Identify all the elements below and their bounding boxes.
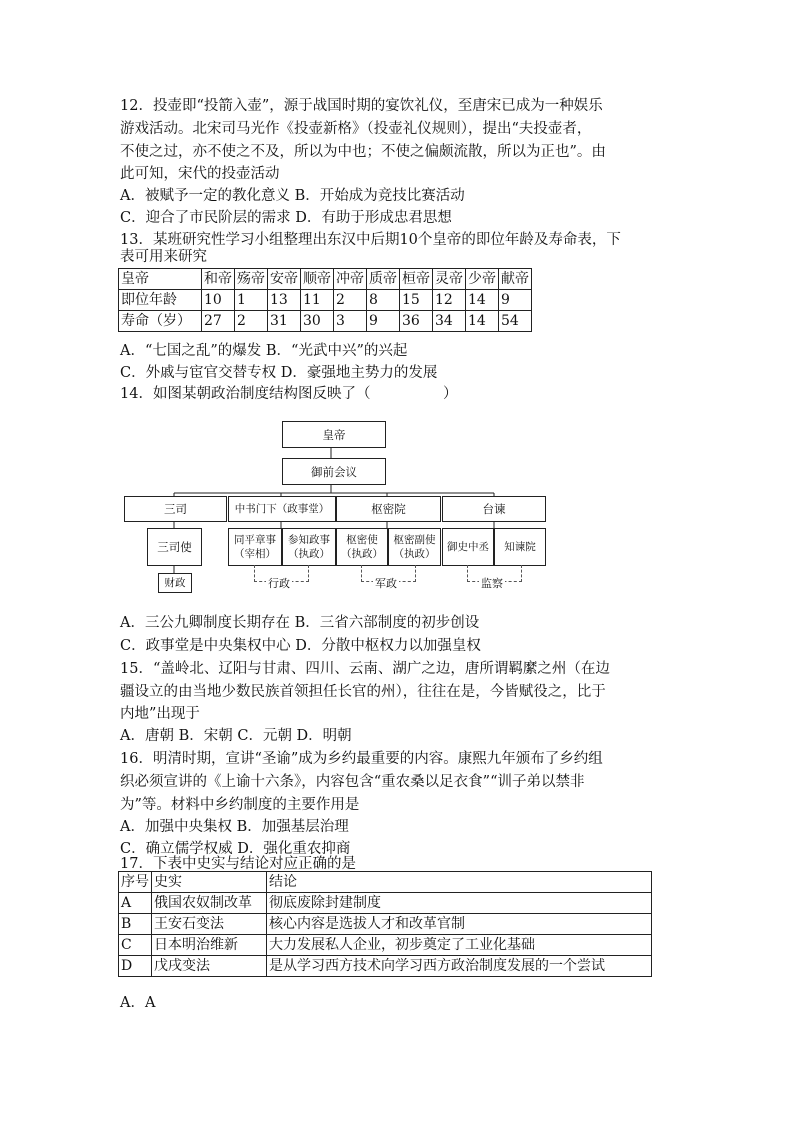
table-cell: 9: [367, 311, 400, 332]
q13-options-ab: A．“七国之乱”的爆发 B．“光武中兴”的兴起: [120, 343, 408, 359]
box-line: （宰相）: [234, 548, 276, 560]
table-cell: D: [119, 956, 152, 977]
q16-line-3: 为”等。材料中乡约制度的主要作用是: [120, 797, 360, 813]
table-cell: 31: [268, 311, 301, 332]
table-cell: 11: [301, 290, 334, 311]
table-cell: 34: [433, 311, 466, 332]
military-label: 军政: [375, 577, 397, 590]
q16-line-1: 16．明清时期，宣讲“圣谕”成为乡约最重要的内容。康熙九年颁布了乡约组: [120, 751, 603, 767]
q13-line-2: 表可用来研究: [120, 249, 207, 265]
table-cell: 冲帝: [334, 269, 367, 290]
q12-line-3: 不使之过，亦不使之不及，所以为中也；不使之偏颇流散，所以为正也”。由: [120, 144, 606, 160]
q15-line-1: 15．“盖岭北、辽阳与甘肃、四川、云南、湖广之边，唐所谓羁縻之州（在边: [120, 661, 610, 677]
sansishi-box: 三司使: [147, 528, 202, 566]
q17-line-1: 17．下表中史实与结论对应正确的是: [120, 856, 356, 872]
table-cell: 27: [202, 311, 235, 332]
zhongshu-menxia-box: 中书门下（政事堂）: [228, 496, 336, 522]
table-cell: 30: [301, 311, 334, 332]
sansi-box: 三司: [124, 496, 227, 522]
table-cell: 戊戌变法: [152, 956, 267, 977]
q13-options-cd: C．外戚与宦官交替专权 D．豪强地主势力的发展: [120, 365, 438, 381]
q16-options-ab: A．加强中央集权 B．加强基层治理: [120, 819, 349, 835]
shumi-fushi-box: [388, 528, 441, 566]
table-row: [119, 935, 652, 956]
tongping-zhangshi-box: [228, 528, 282, 566]
table-cell: 9: [499, 290, 532, 311]
q13-line-1: 13．某班研究性学习小组整理出东汉中后期10个皇帝的即位年龄及寿命表，下: [120, 232, 621, 248]
q17-answer-option: A．A: [120, 995, 156, 1011]
zhijianyuan-box: 知谏院: [494, 528, 546, 566]
q15-line-2: 疆设立的由当地少数民族首领担任长官的州），往往在是，今皆赋役之，比于: [120, 684, 606, 700]
q14-options-ab: A．三公九卿制度长期存在 B．三省六部制度的初步创设: [120, 615, 480, 631]
box-line: （执政）: [393, 548, 436, 560]
administration-label: 行政: [268, 577, 290, 590]
table-cell: 36: [400, 311, 433, 332]
q14-line-1: 14．如图某朝政治制度结构图反映了（ ）: [120, 386, 458, 402]
shumiyuan-box: 枢密院: [336, 496, 441, 522]
q12-line-4: 此可知，宋代的投壶活动: [120, 166, 280, 182]
shumishi-box: [336, 528, 388, 566]
table-cell: 俄国农奴制改革: [152, 893, 267, 914]
table-cell: 献帝: [499, 269, 532, 290]
table-cell: 3: [334, 311, 367, 332]
q12-line-2: 游戏活动。北宋司马光作《投壶新格》（投壶礼仪规则），提出“夫投壶者，: [120, 121, 592, 137]
table-cell: 12: [433, 290, 466, 311]
table-cell: 2: [235, 311, 268, 332]
table-cell: A: [119, 893, 152, 914]
table-cell: 2: [334, 290, 367, 311]
table-cell: 和帝: [202, 269, 235, 290]
box-line: （执政）: [341, 548, 383, 560]
table-cell: 彻底废除封建制度: [267, 893, 652, 914]
table-cell: 10: [202, 290, 235, 311]
table-cell: 8: [367, 290, 400, 311]
box-line: 枢密使: [346, 534, 378, 546]
table-cell: 安帝: [268, 269, 301, 290]
table-cell: 核心内容是选拔人才和改革官制: [267, 914, 652, 935]
finance-label: 财政: [158, 573, 192, 593]
table-cell: 桓帝: [400, 269, 433, 290]
table-row: [119, 956, 652, 977]
table-cell: 是从学习西方技术向学习西方政治制度发展的一个尝试: [267, 956, 652, 977]
q12-line-1: 12．投壶即“投箭入壶”，源于战国时期的宴饮礼仪，至唐宋已成为一种娱乐: [120, 98, 603, 114]
table-cell: 14: [466, 311, 499, 332]
table-cell: 即位年龄: [119, 290, 202, 311]
canzhi-zhengshi-box: [282, 528, 336, 566]
box-line: 枢密副使: [393, 534, 436, 546]
imperial-council-box: 御前会议: [282, 458, 386, 485]
table-cell: 顺帝: [301, 269, 334, 290]
box-line: 同平章事: [234, 534, 276, 546]
table-cell: C: [119, 935, 152, 956]
q12-options-ab: A．被赋予一定的教化意义 B．开始成为竞技比赛活动: [120, 188, 465, 204]
table-cell: 54: [499, 311, 532, 332]
box-line: 参知政事: [288, 534, 330, 546]
table-cell: 质帝: [367, 269, 400, 290]
box-line: （执政）: [288, 548, 330, 560]
table-cell: 1: [235, 290, 268, 311]
table-cell: 寿命（岁）: [119, 311, 202, 332]
q16-line-2: 织必须宣讲的《上谕十六条》，内容包含“重农桑以足衣食”“训子弟以禁非: [120, 774, 585, 790]
yushi-zhongcheng-box: 御史中丞: [442, 528, 494, 566]
table-row: [119, 872, 652, 893]
table-cell: 13: [268, 290, 301, 311]
q15-line-3: 内地”出现于: [120, 706, 200, 722]
taijian-box: 台谏: [442, 496, 546, 522]
q16-options-cd: C．确立儒学权威 D．强化重农抑商: [120, 841, 351, 857]
table-cell: 日本明治维新: [152, 935, 267, 956]
table-row: [119, 893, 652, 914]
q12-options-cd: C．迎合了市民阶层的需求 D．有助于形成忠君思想: [120, 210, 452, 226]
table-cell: 王安石变法: [152, 914, 267, 935]
table-cell: 灵帝: [433, 269, 466, 290]
q14-options-cd: C．政事堂是中央集权中心 D．分散中枢权力以加强皇权: [120, 638, 481, 654]
table-cell: 皇帝: [119, 269, 202, 290]
table-cell: B: [119, 914, 152, 935]
q15-options: A．唐朝 B．宋朝 C．元朝 D．明朝: [120, 728, 352, 744]
q17-table: [118, 871, 652, 977]
table-row: [119, 914, 652, 935]
table-cell: 15: [400, 290, 433, 311]
emperor-box: 皇帝: [282, 421, 386, 448]
table-header-cell: 结论: [267, 872, 652, 893]
supervision-label: 监察: [481, 577, 503, 590]
table-cell: 大力发展私人企业，初步奠定了工业化基础: [267, 935, 652, 956]
table-cell: 14: [466, 290, 499, 311]
table-header-cell: 史实: [152, 872, 267, 893]
table-cell: 少帝: [466, 269, 499, 290]
table-cell: 殇帝: [235, 269, 268, 290]
table-header-cell: 序号: [119, 872, 152, 893]
